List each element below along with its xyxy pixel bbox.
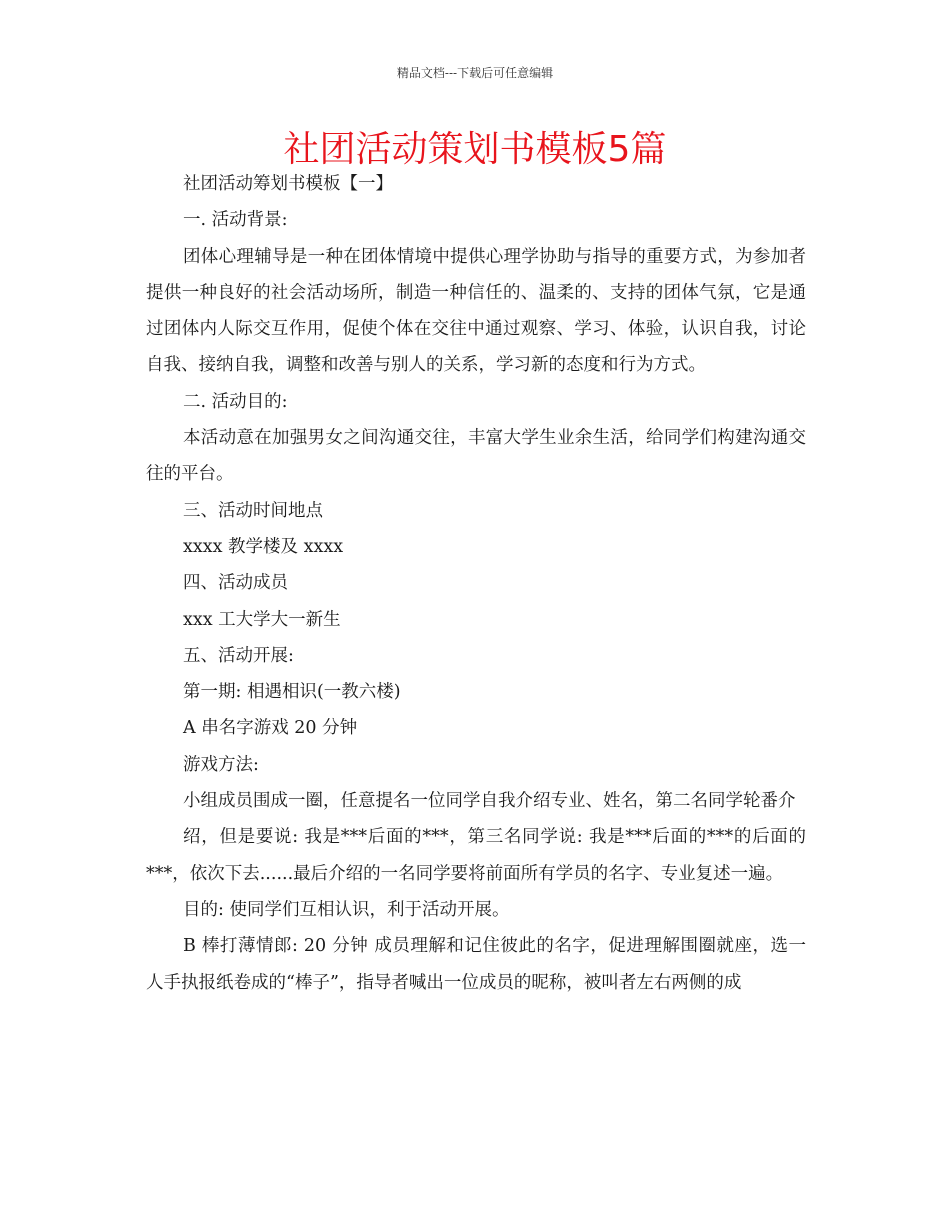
paragraph-members: xxx 工大学大一新生 (183, 609, 341, 630)
header-note: 精品文档---下载后可任意编辑 (396, 66, 554, 80)
paragraph-game-method-2: 绍，但是要说: 我是***后面的***，第三名同学说: 我是***后面的***的后面的***，依次下去......最后介绍的一名同学要将前面所有学员的名字、专业复述一遍。 (146, 827, 806, 884)
paragraph-template-heading: 社团活动筹划书模板【一】 (183, 174, 393, 194)
section-heading-purpose: 二. 活动目的: (183, 391, 288, 412)
paragraph-game-goal: 目的: 使同学们互相认识，利于活动开展。 (183, 899, 510, 920)
section-heading-time-place: 三、活动时间地点 (183, 500, 323, 521)
paragraph-game-method-1: 小组成员围成一圈，任意提名一位同学自我介绍专业、姓名，第二名同学轮番介 (183, 791, 796, 812)
paragraph-background: 团体心理辅导是一种在团体情境中提供心理学协助与指导的重要方式，为参加者提供一种良好的社会活动场所，制造一种信任的、温柔的、支持的团体气氛，它是通过团体内人际交互作用，促使个体在交往中通过观察、学习、体验，认识自我，讨论自我、接纳自我，调整和改善与别人的关系，学习新的态度和行为方式。 (146, 246, 806, 376)
section-heading-members: 四、活动成员 (183, 573, 288, 594)
document-title: 社团活动策划书模板5篇 (283, 129, 667, 170)
paragraph-game-method-label: 游戏方法: (183, 754, 259, 775)
document-body (146, 166, 806, 1001)
paragraph-phase-one: 第一期: 相遇相识(一教六楼) (183, 682, 401, 703)
paragraph-purpose: 本活动意在加强男女之间沟通交往，丰富大学生业余生活，给同学们构建沟通交往的平台。 (146, 428, 806, 485)
paragraph-time-place: xxxx 教学楼及 xxxx (183, 536, 344, 557)
section-heading-activities: 五、活动开展: (183, 645, 294, 666)
section-heading-background: 一. 活动背景: (183, 210, 288, 231)
paragraph-game-b: B 棒打薄情郎: 20 分钟 成员理解和记住彼此的名字，促进理解围圈就座，选一人手执报纸卷成的“棒子”，指导者喊出一位成员的昵称，被叫者左右两侧的成 (146, 936, 806, 993)
paragraph-game-a: A 串名字游戏 20 分钟 (183, 718, 358, 739)
